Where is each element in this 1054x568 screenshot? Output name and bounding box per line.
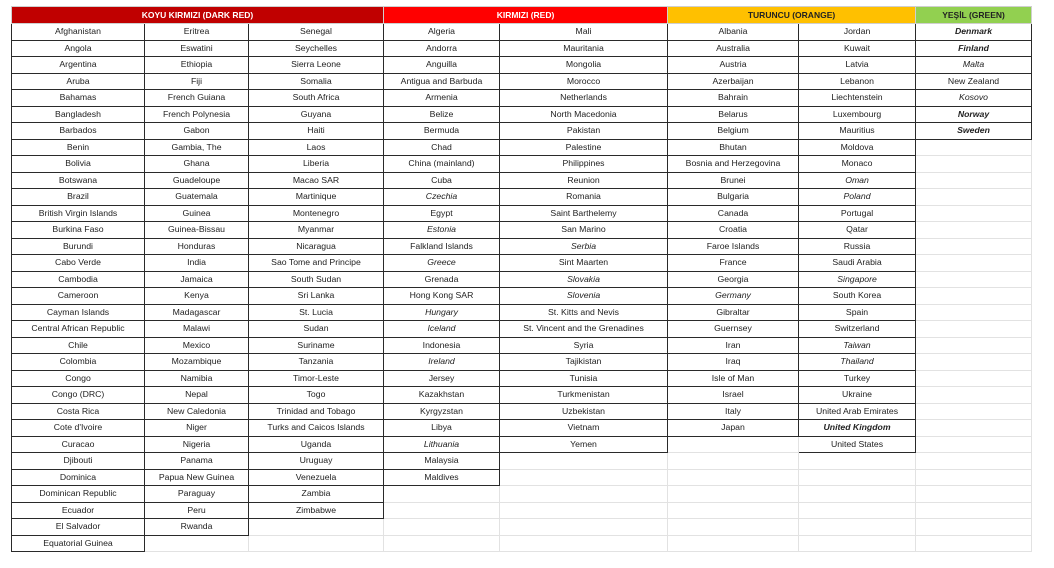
country-cell: Israel [668,387,799,404]
table-row [12,73,1032,90]
country-cell: British Virgin Islands [12,205,145,222]
table-row [12,387,1032,404]
empty-cell [916,321,1032,338]
country-cell: Malawi [145,321,249,338]
table-row [12,436,1032,453]
country-cell: Afghanistan [12,24,145,41]
country-cell: Netherlands [500,90,668,107]
country-cell: Rwanda [145,519,249,536]
country-cell: Grenada [384,271,500,288]
table-row [12,139,1032,156]
country-cell: Vietnam [500,420,668,437]
country-cell: South Sudan [249,271,384,288]
country-cell: Bermuda [384,123,500,140]
country-cell: Oman [799,172,916,189]
country-cell: Liberia [249,156,384,173]
country-cell: Sri Lanka [249,288,384,305]
empty-cell [799,486,916,503]
table-row [12,271,1032,288]
country-cell: Curacao [12,436,145,453]
empty-cell [916,139,1032,156]
country-cell: Haiti [249,123,384,140]
country-cell: Madagascar [145,304,249,321]
empty-cell [916,337,1032,354]
empty-cell [384,519,500,536]
country-cell: Bahrain [668,90,799,107]
country-cell: Indonesia [384,337,500,354]
country-cell: Egypt [384,205,500,222]
country-cell: French Guiana [145,90,249,107]
empty-cell [500,453,668,470]
empty-cell [916,420,1032,437]
country-cell: Mauritius [799,123,916,140]
country-cell: Reunion [500,172,668,189]
country-cell: Maldives [384,469,500,486]
country-cell: Gabon [145,123,249,140]
country-cell: Senegal [249,24,384,41]
table-row [12,156,1032,173]
country-cell: Japan [668,420,799,437]
country-cell: Lebanon [799,73,916,90]
country-cell: Nicaragua [249,238,384,255]
table-row [12,486,1032,503]
country-cell: Namibia [145,370,249,387]
empty-cell [916,387,1032,404]
country-cell: Belize [384,106,500,123]
country-cell: Guatemala [145,189,249,206]
country-cell: Turks and Caicos Islands [249,420,384,437]
country-cell: Georgia [668,271,799,288]
country-cell: North Macedonia [500,106,668,123]
country-cell: Eritrea [145,24,249,41]
empty-cell [916,519,1032,536]
header-orange: TURUNCU (ORANGE) [668,7,916,24]
country-cell: Central African Republic [12,321,145,338]
country-cell: St. Vincent and the Grenadines [500,321,668,338]
table-row [12,370,1032,387]
country-cell: Australia [668,40,799,57]
country-cell: New Caledonia [145,403,249,420]
country-cell: Hungary [384,304,500,321]
country-cell: Luxembourg [799,106,916,123]
country-cell: Canada [668,205,799,222]
empty-cell [500,486,668,503]
table-row [12,453,1032,470]
country-cell: Bhutan [668,139,799,156]
country-cell: Zimbabwe [249,502,384,519]
country-risk-table [11,6,1032,552]
country-cell: Moldova [799,139,916,156]
country-cell: Papua New Guinea [145,469,249,486]
empty-cell [500,535,668,552]
country-cell: Dominica [12,469,145,486]
country-cell: San Marino [500,222,668,239]
empty-cell [916,156,1032,173]
country-cell: South Africa [249,90,384,107]
country-cell: Guinea-Bissau [145,222,249,239]
country-cell: Tajikistan [500,354,668,371]
country-cell: Slovakia [500,271,668,288]
table-row [12,502,1032,519]
empty-cell [916,304,1032,321]
country-cell: Nepal [145,387,249,404]
country-cell: Mexico [145,337,249,354]
country-cell: Uganda [249,436,384,453]
country-cell: Mozambique [145,354,249,371]
empty-cell [916,222,1032,239]
country-cell: Niger [145,420,249,437]
country-cell: Algeria [384,24,500,41]
country-cell: Somalia [249,73,384,90]
empty-cell [668,502,799,519]
country-cell: New Zealand [916,73,1032,90]
country-cell: Bosnia and Herzegovina [668,156,799,173]
country-cell: Burkina Faso [12,222,145,239]
country-cell: Kazakhstan [384,387,500,404]
country-cell: Ethiopia [145,57,249,74]
country-cell: Thailand [799,354,916,371]
table-row [12,222,1032,239]
country-cell: Croatia [668,222,799,239]
header-row [12,7,1032,24]
country-cell: Malaysia [384,453,500,470]
country-cell: St. Kitts and Nevis [500,304,668,321]
empty-cell [916,189,1032,206]
country-cell: United States [799,436,916,453]
empty-cell [916,205,1032,222]
country-cell: El Salvador [12,519,145,536]
country-cell: Iceland [384,321,500,338]
table-row [12,304,1032,321]
country-cell: Honduras [145,238,249,255]
country-cell: Barbados [12,123,145,140]
table-row [12,172,1032,189]
country-cell: Equatorial Guinea [12,535,145,552]
table-row [12,535,1032,552]
country-cell: Chad [384,139,500,156]
table-row [12,403,1032,420]
country-cell: Guinea [145,205,249,222]
country-cell: Iran [668,337,799,354]
country-cell: Spain [799,304,916,321]
country-cell: Seychelles [249,40,384,57]
country-cell: Panama [145,453,249,470]
country-cell: Sao Tome and Principe [249,255,384,272]
country-cell: St. Lucia [249,304,384,321]
country-cell: Congo [12,370,145,387]
table-row [12,519,1032,536]
table-row [12,40,1032,57]
country-cell: Chile [12,337,145,354]
country-cell: Montenegro [249,205,384,222]
country-cell: Benin [12,139,145,156]
country-cell: Slovenia [500,288,668,305]
country-cell: Austria [668,57,799,74]
country-cell: Singapore [799,271,916,288]
country-cell: Congo (DRC) [12,387,145,404]
table-row [12,57,1032,74]
country-cell: Isle of Man [668,370,799,387]
country-cell: Norway [916,106,1032,123]
empty-cell [249,519,384,536]
country-cell: Trinidad and Tobago [249,403,384,420]
country-cell: Kenya [145,288,249,305]
country-cell: Romania [500,189,668,206]
country-cell: Palestine [500,139,668,156]
country-cell: Ukraine [799,387,916,404]
country-cell: Faroe Islands [668,238,799,255]
country-cell: Colombia [12,354,145,371]
country-cell: Tunisia [500,370,668,387]
empty-cell [916,453,1032,470]
country-cell: Sint Maarten [500,255,668,272]
empty-cell [916,469,1032,486]
country-cell: Botswana [12,172,145,189]
country-cell: Cambodia [12,271,145,288]
country-cell: Saudi Arabia [799,255,916,272]
country-cell: Switzerland [799,321,916,338]
header-red: KIRMIZI (RED) [384,7,668,24]
country-cell: Philippines [500,156,668,173]
empty-cell [668,486,799,503]
country-cell: Guadeloupe [145,172,249,189]
country-cell: Mauritania [500,40,668,57]
country-cell: South Korea [799,288,916,305]
country-cell: Azerbaijan [668,73,799,90]
country-cell: United Arab Emirates [799,403,916,420]
country-cell: Timor-Leste [249,370,384,387]
country-cell: Uruguay [249,453,384,470]
country-cell: Denmark [916,24,1032,41]
country-cell: Albania [668,24,799,41]
country-cell: Ireland [384,354,500,371]
country-cell: Armenia [384,90,500,107]
country-cell: Argentina [12,57,145,74]
empty-cell [249,535,384,552]
country-cell: Bahamas [12,90,145,107]
header-dark-red: KOYU KIRMIZI (DARK RED) [12,7,384,24]
country-cell: Iraq [668,354,799,371]
empty-cell [799,535,916,552]
country-cell: Fiji [145,73,249,90]
country-cell: France [668,255,799,272]
table-row [12,205,1032,222]
empty-cell [799,453,916,470]
country-cell: Anguilla [384,57,500,74]
country-cell: Qatar [799,222,916,239]
country-cell: Kuwait [799,40,916,57]
country-cell: Jamaica [145,271,249,288]
table-row [12,238,1032,255]
country-cell: Togo [249,387,384,404]
country-cell: Italy [668,403,799,420]
empty-cell [668,436,799,453]
country-cell: Uzbekistan [500,403,668,420]
country-cell: Ghana [145,156,249,173]
country-cell: Liechtenstein [799,90,916,107]
country-cell: United Kingdom [799,420,916,437]
country-cell: China (mainland) [384,156,500,173]
table-row [12,288,1032,305]
country-cell: Falkland Islands [384,238,500,255]
country-cell: Morocco [500,73,668,90]
country-cell: Portugal [799,205,916,222]
country-cell: Kosovo [916,90,1032,107]
country-cell: Malta [916,57,1032,74]
country-cell: Taiwan [799,337,916,354]
country-cell: Nigeria [145,436,249,453]
country-cell: Jordan [799,24,916,41]
country-cell: Brunei [668,172,799,189]
table-row [12,255,1032,272]
table-row [12,106,1032,123]
empty-cell [668,469,799,486]
country-cell: Burundi [12,238,145,255]
country-cell: Brazil [12,189,145,206]
empty-cell [500,502,668,519]
country-cell: Serbia [500,238,668,255]
empty-cell [500,519,668,536]
country-cell: Germany [668,288,799,305]
country-cell: Peru [145,502,249,519]
country-cell: Martinique [249,189,384,206]
country-cell: Cote d'Ivoire [12,420,145,437]
empty-cell [916,403,1032,420]
country-cell: Myanmar [249,222,384,239]
country-cell: Sweden [916,123,1032,140]
country-cell: Monaco [799,156,916,173]
country-cell: Macao SAR [249,172,384,189]
country-cell: Jersey [384,370,500,387]
empty-cell [668,535,799,552]
country-cell: Cabo Verde [12,255,145,272]
empty-cell [916,486,1032,503]
table-row [12,24,1032,41]
country-cell: Cayman Islands [12,304,145,321]
empty-cell [916,502,1032,519]
country-cell: Cuba [384,172,500,189]
country-cell: French Polynesia [145,106,249,123]
country-cell: Belgium [668,123,799,140]
country-cell: Bulgaria [668,189,799,206]
country-cell: Estonia [384,222,500,239]
country-cell: Ecuador [12,502,145,519]
header-green: YEŞİL (GREEN) [916,7,1032,24]
table-row [12,337,1032,354]
table-body [12,24,1032,552]
country-cell: Angola [12,40,145,57]
country-cell: Pakistan [500,123,668,140]
empty-cell [384,535,500,552]
country-cell: Venezuela [249,469,384,486]
country-cell: Poland [799,189,916,206]
empty-cell [799,519,916,536]
empty-cell [799,502,916,519]
country-cell: Gambia, The [145,139,249,156]
country-cell: Czechia [384,189,500,206]
empty-cell [145,535,249,552]
country-cell: Sudan [249,321,384,338]
empty-cell [668,519,799,536]
country-cell: Lithuania [384,436,500,453]
country-cell: Turkey [799,370,916,387]
empty-cell [384,486,500,503]
country-cell: Andorra [384,40,500,57]
country-cell: Finland [916,40,1032,57]
empty-cell [916,271,1032,288]
empty-cell [799,469,916,486]
empty-cell [916,255,1032,272]
country-cell: Laos [249,139,384,156]
country-cell: Bangladesh [12,106,145,123]
country-cell: Turkmenistan [500,387,668,404]
country-cell: India [145,255,249,272]
country-cell: Antigua and Barbuda [384,73,500,90]
country-cell: Costa Rica [12,403,145,420]
table-row [12,123,1032,140]
table-row [12,354,1032,371]
country-cell: Libya [384,420,500,437]
country-cell: Guyana [249,106,384,123]
empty-cell [916,535,1032,552]
country-cell: Saint Barthelemy [500,205,668,222]
country-cell: Paraguay [145,486,249,503]
country-cell: Russia [799,238,916,255]
table-row [12,469,1032,486]
country-cell: Greece [384,255,500,272]
country-cell: Suriname [249,337,384,354]
country-cell: Yemen [500,436,668,453]
country-cell: Tanzania [249,354,384,371]
empty-cell [500,469,668,486]
country-cell: Bolivia [12,156,145,173]
country-cell: Syria [500,337,668,354]
empty-cell [916,370,1032,387]
table-row [12,420,1032,437]
table-row [12,321,1032,338]
table-row [12,90,1032,107]
empty-cell [384,502,500,519]
empty-cell [916,288,1032,305]
empty-cell [916,354,1032,371]
country-cell: Hong Kong SAR [384,288,500,305]
country-cell: Dominican Republic [12,486,145,503]
country-cell: Mongolia [500,57,668,74]
country-cell: Gibraltar [668,304,799,321]
country-cell: Latvia [799,57,916,74]
empty-cell [668,453,799,470]
country-cell: Zambia [249,486,384,503]
empty-cell [916,172,1032,189]
country-cell: Mali [500,24,668,41]
empty-cell [916,436,1032,453]
country-cell: Sierra Leone [249,57,384,74]
empty-cell [916,238,1032,255]
country-cell: Guernsey [668,321,799,338]
country-cell: Belarus [668,106,799,123]
table-row [12,189,1032,206]
country-cell: Cameroon [12,288,145,305]
country-cell: Kyrgyzstan [384,403,500,420]
country-cell: Aruba [12,73,145,90]
country-cell: Djibouti [12,453,145,470]
country-cell: Eswatini [145,40,249,57]
country-risk-table-wrapper [11,6,1031,552]
